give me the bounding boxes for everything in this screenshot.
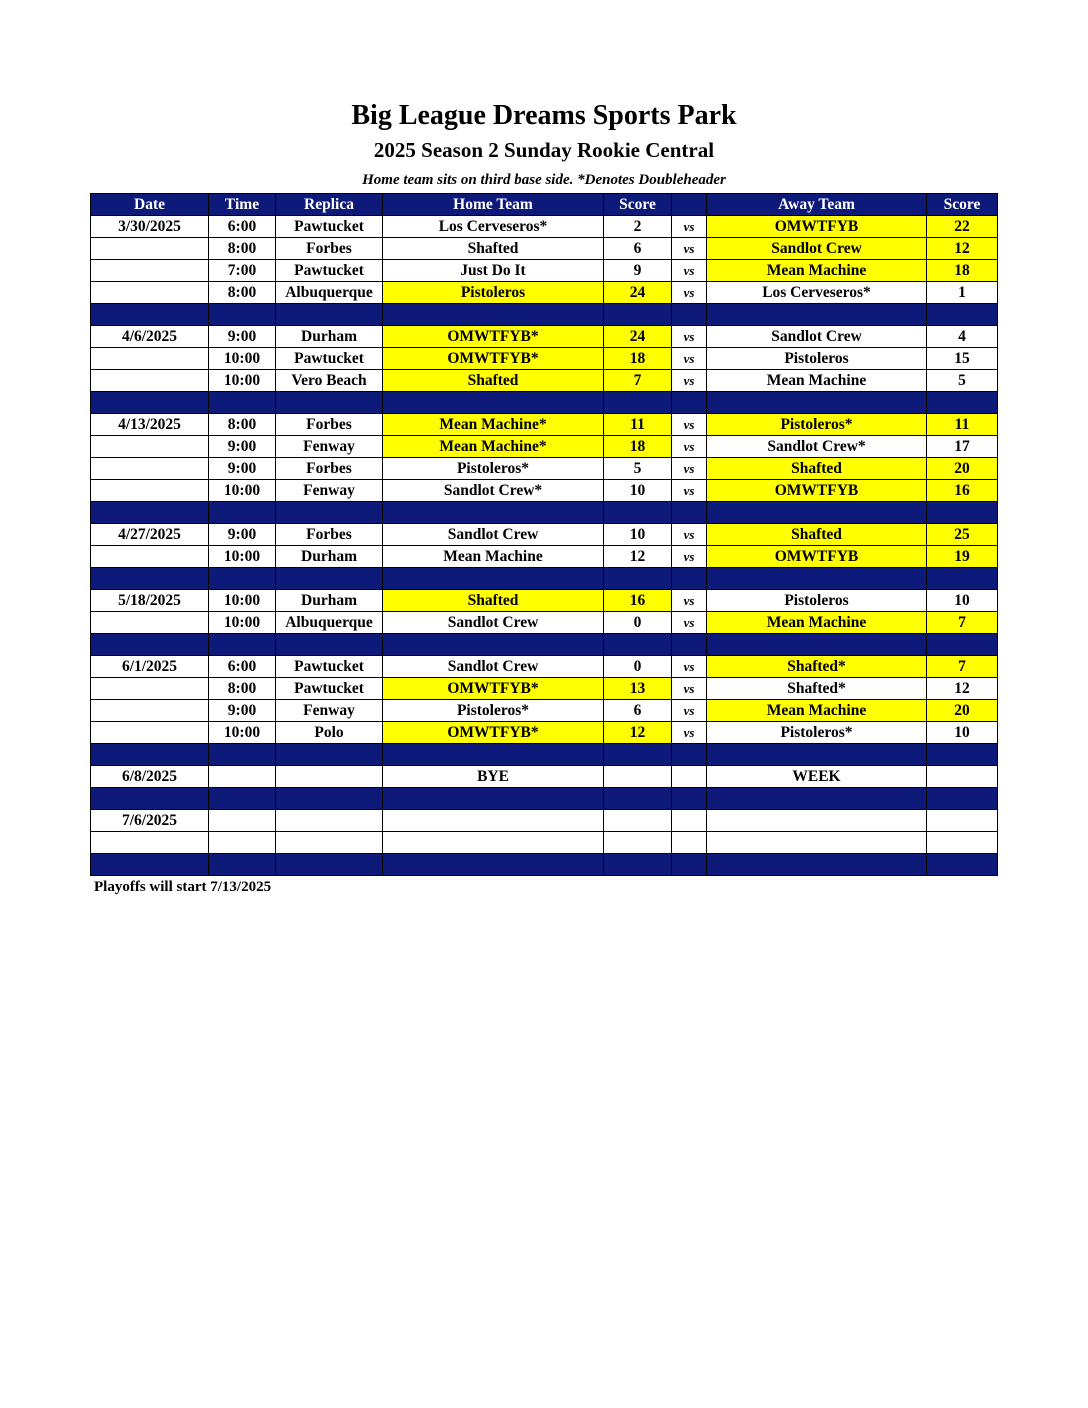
- replica-cell: Forbes: [276, 414, 383, 436]
- separator-cell: [91, 568, 209, 590]
- separator-cell: [707, 854, 927, 876]
- separator-cell: [91, 788, 209, 810]
- away-score-cell: 17: [927, 436, 998, 458]
- separator-cell: [707, 788, 927, 810]
- separator-cell: [604, 304, 672, 326]
- home-team-cell: Sandlot Crew: [383, 612, 604, 634]
- away-score-cell: 16: [927, 480, 998, 502]
- away-team-cell: Pistoleros: [707, 590, 927, 612]
- table-row: [91, 546, 998, 568]
- time-cell: 10:00: [209, 722, 276, 744]
- table-row: [91, 480, 998, 502]
- date-cell: [91, 260, 209, 282]
- vs-cell: vs: [672, 480, 707, 502]
- time-cell: 10:00: [209, 590, 276, 612]
- replica-cell: [276, 766, 383, 788]
- separator-cell: [209, 502, 276, 524]
- replica-cell: Vero Beach: [276, 370, 383, 392]
- home-team-cell: Mean Machine: [383, 546, 604, 568]
- vs-cell: vs: [672, 414, 707, 436]
- table-row: [91, 656, 998, 678]
- separator-cell: [276, 788, 383, 810]
- away-score-cell: 18: [927, 260, 998, 282]
- vs-cell: vs: [672, 700, 707, 722]
- replica-cell: Pawtucket: [276, 216, 383, 238]
- time-cell: [209, 832, 276, 854]
- home-score-cell: 9: [604, 260, 672, 282]
- away-score-cell: 25: [927, 524, 998, 546]
- home-score-cell: 12: [604, 546, 672, 568]
- header-date: Date: [91, 194, 209, 216]
- vs-cell: vs: [672, 722, 707, 744]
- separator-cell: [672, 788, 707, 810]
- time-cell: 6:00: [209, 216, 276, 238]
- separator-cell: [383, 304, 604, 326]
- separator-row: [91, 304, 998, 326]
- vs-cell: [672, 810, 707, 832]
- separator-cell: [209, 854, 276, 876]
- replica-cell: Forbes: [276, 524, 383, 546]
- header-home-team: Home Team: [383, 194, 604, 216]
- separator-cell: [604, 788, 672, 810]
- home-team-cell: Shafted: [383, 238, 604, 260]
- schedule-note: Home team sits on third base side. *Denotes Doubleheader: [362, 172, 726, 188]
- time-cell: 8:00: [209, 678, 276, 700]
- separator-cell: [383, 568, 604, 590]
- separator-cell: [276, 568, 383, 590]
- vs-cell: vs: [672, 656, 707, 678]
- away-team-cell: Pistoleros*: [707, 722, 927, 744]
- separator-cell: [383, 392, 604, 414]
- away-score-cell: 7: [927, 656, 998, 678]
- home-team-cell: Shafted: [383, 590, 604, 612]
- away-team-cell: Shafted: [707, 458, 927, 480]
- separator-cell: [707, 568, 927, 590]
- vs-cell: [672, 766, 707, 788]
- separator-cell: [927, 744, 998, 766]
- replica-cell: Pawtucket: [276, 656, 383, 678]
- replica-cell: Fenway: [276, 436, 383, 458]
- home-score-cell: [604, 810, 672, 832]
- separator-cell: [604, 568, 672, 590]
- vs-cell: vs: [672, 590, 707, 612]
- table-row: [91, 282, 998, 304]
- away-team-cell: OMWTFYB: [707, 546, 927, 568]
- home-team-cell: Pistoleros*: [383, 458, 604, 480]
- date-cell: 4/6/2025: [91, 326, 209, 348]
- away-score-cell: [927, 766, 998, 788]
- date-cell: [91, 678, 209, 700]
- away-team-cell: Mean Machine: [707, 370, 927, 392]
- separator-cell: [707, 304, 927, 326]
- separator-cell: [927, 854, 998, 876]
- vs-cell: vs: [672, 238, 707, 260]
- separator-cell: [383, 744, 604, 766]
- away-team-cell: Sandlot Crew*: [707, 436, 927, 458]
- home-score-cell: 11: [604, 414, 672, 436]
- table-row: [91, 348, 998, 370]
- separator-cell: [672, 392, 707, 414]
- vs-cell: vs: [672, 678, 707, 700]
- away-team-cell: WEEK: [707, 766, 927, 788]
- home-team-cell: Los Cerveseros*: [383, 216, 604, 238]
- table-row: [91, 678, 998, 700]
- home-score-cell: 16: [604, 590, 672, 612]
- home-score-cell: 13: [604, 678, 672, 700]
- vs-cell: vs: [672, 260, 707, 282]
- separator-cell: [672, 854, 707, 876]
- away-score-cell: 19: [927, 546, 998, 568]
- page-subtitle: 2025 Season 2 Sunday Rookie Central: [373, 138, 715, 162]
- replica-cell: Fenway: [276, 700, 383, 722]
- separator-cell: [91, 502, 209, 524]
- home-team-cell: Sandlot Crew: [383, 656, 604, 678]
- date-cell: 4/13/2025: [91, 414, 209, 436]
- time-cell: 8:00: [209, 414, 276, 436]
- separator-cell: [604, 744, 672, 766]
- time-cell: 9:00: [209, 436, 276, 458]
- away-team-cell: Mean Machine: [707, 612, 927, 634]
- vs-cell: vs: [672, 436, 707, 458]
- replica-cell: [276, 810, 383, 832]
- home-score-cell: 6: [604, 238, 672, 260]
- replica-cell: Pawtucket: [276, 260, 383, 282]
- away-score-cell: 5: [927, 370, 998, 392]
- away-score-cell: 4: [927, 326, 998, 348]
- home-team-cell: Just Do It: [383, 260, 604, 282]
- header-away-score: Score: [927, 194, 998, 216]
- vs-cell: vs: [672, 348, 707, 370]
- home-team-cell: Mean Machine*: [383, 436, 604, 458]
- replica-cell: Forbes: [276, 458, 383, 480]
- time-cell: 9:00: [209, 326, 276, 348]
- time-cell: 10:00: [209, 480, 276, 502]
- table-row: [91, 766, 998, 788]
- header-time: Time: [209, 194, 276, 216]
- away-team-cell: OMWTFYB: [707, 216, 927, 238]
- away-score-cell: [927, 832, 998, 854]
- table-row: [91, 370, 998, 392]
- separator-cell: [927, 392, 998, 414]
- home-team-cell: OMWTFYB*: [383, 722, 604, 744]
- time-cell: 9:00: [209, 458, 276, 480]
- table-row: [91, 700, 998, 722]
- away-score-cell: 10: [927, 590, 998, 612]
- table-row: [91, 260, 998, 282]
- separator-cell: [707, 744, 927, 766]
- time-cell: [209, 810, 276, 832]
- playoffs-note: Playoffs will start 7/13/2025: [94, 879, 272, 895]
- vs-cell: vs: [672, 524, 707, 546]
- home-score-cell: 7: [604, 370, 672, 392]
- separator-cell: [672, 304, 707, 326]
- date-cell: 5/18/2025: [91, 590, 209, 612]
- away-score-cell: 20: [927, 700, 998, 722]
- away-score-cell: 10: [927, 722, 998, 744]
- home-score-cell: 18: [604, 436, 672, 458]
- table-row: [91, 832, 998, 854]
- separator-row: [91, 788, 998, 810]
- separator-row: [91, 744, 998, 766]
- vs-cell: vs: [672, 370, 707, 392]
- separator-cell: [91, 304, 209, 326]
- time-cell: 10:00: [209, 370, 276, 392]
- separator-cell: [604, 392, 672, 414]
- home-team-cell: Pistoleros: [383, 282, 604, 304]
- date-cell: [91, 832, 209, 854]
- separator-cell: [209, 568, 276, 590]
- date-cell: [91, 458, 209, 480]
- separator-cell: [209, 744, 276, 766]
- separator-cell: [91, 392, 209, 414]
- date-cell: [91, 370, 209, 392]
- date-cell: [91, 436, 209, 458]
- away-team-cell: Pistoleros: [707, 348, 927, 370]
- separator-cell: [383, 634, 604, 656]
- time-cell: 9:00: [209, 524, 276, 546]
- vs-cell: vs: [672, 282, 707, 304]
- date-cell: [91, 546, 209, 568]
- away-team-cell: Sandlot Crew: [707, 326, 927, 348]
- home-team-cell: [383, 832, 604, 854]
- away-team-cell: Shafted: [707, 524, 927, 546]
- time-cell: [209, 766, 276, 788]
- home-score-cell: 18: [604, 348, 672, 370]
- table-row: [91, 238, 998, 260]
- separator-cell: [672, 568, 707, 590]
- header-replica: Replica: [276, 194, 383, 216]
- replica-cell: Albuquerque: [276, 282, 383, 304]
- separator-cell: [91, 634, 209, 656]
- home-score-cell: 10: [604, 524, 672, 546]
- home-team-cell: Sandlot Crew: [383, 524, 604, 546]
- home-score-cell: 6: [604, 700, 672, 722]
- home-team-cell: BYE: [383, 766, 604, 788]
- separator-cell: [91, 854, 209, 876]
- separator-cell: [383, 788, 604, 810]
- separator-row: [91, 568, 998, 590]
- date-cell: [91, 480, 209, 502]
- vs-cell: [672, 832, 707, 854]
- home-team-cell: OMWTFYB*: [383, 326, 604, 348]
- date-cell: [91, 348, 209, 370]
- header-away-team: Away Team: [707, 194, 927, 216]
- separator-cell: [672, 502, 707, 524]
- date-cell: 4/27/2025: [91, 524, 209, 546]
- separator-cell: [209, 788, 276, 810]
- table-row: [91, 458, 998, 480]
- replica-cell: Durham: [276, 326, 383, 348]
- separator-cell: [707, 502, 927, 524]
- vs-cell: vs: [672, 216, 707, 238]
- date-cell: [91, 612, 209, 634]
- away-score-cell: [927, 810, 998, 832]
- replica-cell: Polo: [276, 722, 383, 744]
- separator-cell: [672, 744, 707, 766]
- replica-cell: Pawtucket: [276, 348, 383, 370]
- time-cell: 9:00: [209, 700, 276, 722]
- date-cell: 6/1/2025: [91, 656, 209, 678]
- away-team-cell: Sandlot Crew: [707, 238, 927, 260]
- date-cell: [91, 700, 209, 722]
- away-team-cell: [707, 810, 927, 832]
- home-score-cell: 24: [604, 282, 672, 304]
- separator-cell: [276, 634, 383, 656]
- table-row: [91, 216, 998, 238]
- page-title: Big League Dreams Sports Park: [351, 100, 737, 131]
- away-score-cell: 1: [927, 282, 998, 304]
- home-score-cell: 10: [604, 480, 672, 502]
- separator-cell: [209, 634, 276, 656]
- date-cell: 6/8/2025: [91, 766, 209, 788]
- home-team-cell: OMWTFYB*: [383, 678, 604, 700]
- date-cell: [91, 238, 209, 260]
- separator-cell: [927, 634, 998, 656]
- separator-cell: [672, 634, 707, 656]
- away-team-cell: Los Cerveseros*: [707, 282, 927, 304]
- separator-cell: [276, 854, 383, 876]
- time-cell: 10:00: [209, 612, 276, 634]
- table-header-row: [91, 194, 998, 216]
- header-home-score: Score: [604, 194, 672, 216]
- table-row: [91, 722, 998, 744]
- away-team-cell: Pistoleros*: [707, 414, 927, 436]
- separator-cell: [927, 304, 998, 326]
- schedule-body: [91, 216, 998, 876]
- away-team-cell: Mean Machine: [707, 700, 927, 722]
- separator-cell: [604, 854, 672, 876]
- separator-cell: [91, 744, 209, 766]
- schedule-table: [90, 193, 998, 876]
- date-cell: [91, 722, 209, 744]
- vs-cell: vs: [672, 612, 707, 634]
- time-cell: 6:00: [209, 656, 276, 678]
- home-score-cell: 24: [604, 326, 672, 348]
- replica-cell: Albuquerque: [276, 612, 383, 634]
- home-score-cell: [604, 832, 672, 854]
- separator-row: [91, 502, 998, 524]
- table-row: [91, 590, 998, 612]
- table-row: [91, 414, 998, 436]
- vs-cell: vs: [672, 546, 707, 568]
- home-score-cell: 0: [604, 612, 672, 634]
- home-score-cell: 0: [604, 656, 672, 678]
- time-cell: 10:00: [209, 546, 276, 568]
- home-team-cell: OMWTFYB*: [383, 348, 604, 370]
- separator-cell: [276, 502, 383, 524]
- separator-cell: [209, 392, 276, 414]
- home-score-cell: 5: [604, 458, 672, 480]
- away-score-cell: 7: [927, 612, 998, 634]
- home-team-cell: Pistoleros*: [383, 700, 604, 722]
- away-team-cell: Mean Machine: [707, 260, 927, 282]
- vs-cell: vs: [672, 326, 707, 348]
- home-score-cell: [604, 766, 672, 788]
- away-score-cell: 20: [927, 458, 998, 480]
- replica-cell: Forbes: [276, 238, 383, 260]
- separator-cell: [383, 502, 604, 524]
- separator-cell: [604, 634, 672, 656]
- separator-cell: [276, 304, 383, 326]
- replica-cell: Fenway: [276, 480, 383, 502]
- separator-row: [91, 634, 998, 656]
- separator-row: [91, 854, 998, 876]
- table-row: [91, 436, 998, 458]
- header-vs: [672, 194, 707, 216]
- separator-cell: [604, 502, 672, 524]
- replica-cell: [276, 832, 383, 854]
- home-score-cell: 2: [604, 216, 672, 238]
- table-row: [91, 810, 998, 832]
- separator-cell: [927, 502, 998, 524]
- replica-cell: Durham: [276, 546, 383, 568]
- away-team-cell: Shafted*: [707, 678, 927, 700]
- home-team-cell: [383, 810, 604, 832]
- date-cell: [91, 282, 209, 304]
- home-team-cell: Sandlot Crew*: [383, 480, 604, 502]
- separator-cell: [276, 392, 383, 414]
- time-cell: 10:00: [209, 348, 276, 370]
- separator-cell: [927, 788, 998, 810]
- away-team-cell: [707, 832, 927, 854]
- table-row: [91, 326, 998, 348]
- time-cell: 8:00: [209, 238, 276, 260]
- vs-cell: vs: [672, 458, 707, 480]
- separator-cell: [276, 744, 383, 766]
- away-score-cell: 22: [927, 216, 998, 238]
- home-team-cell: Mean Machine*: [383, 414, 604, 436]
- home-score-cell: 12: [604, 722, 672, 744]
- separator-cell: [707, 392, 927, 414]
- replica-cell: Pawtucket: [276, 678, 383, 700]
- away-score-cell: 12: [927, 678, 998, 700]
- separator-cell: [927, 568, 998, 590]
- separator-row: [91, 392, 998, 414]
- away-team-cell: Shafted*: [707, 656, 927, 678]
- time-cell: 7:00: [209, 260, 276, 282]
- time-cell: 8:00: [209, 282, 276, 304]
- separator-cell: [209, 304, 276, 326]
- separator-cell: [707, 634, 927, 656]
- date-cell: 3/30/2025: [91, 216, 209, 238]
- home-team-cell: Shafted: [383, 370, 604, 392]
- table-row: [91, 524, 998, 546]
- date-cell: 7/6/2025: [91, 810, 209, 832]
- separator-cell: [383, 854, 604, 876]
- away-score-cell: 11: [927, 414, 998, 436]
- replica-cell: Durham: [276, 590, 383, 612]
- away-score-cell: 15: [927, 348, 998, 370]
- away-team-cell: OMWTFYB: [707, 480, 927, 502]
- table-row: [91, 612, 998, 634]
- away-score-cell: 12: [927, 238, 998, 260]
